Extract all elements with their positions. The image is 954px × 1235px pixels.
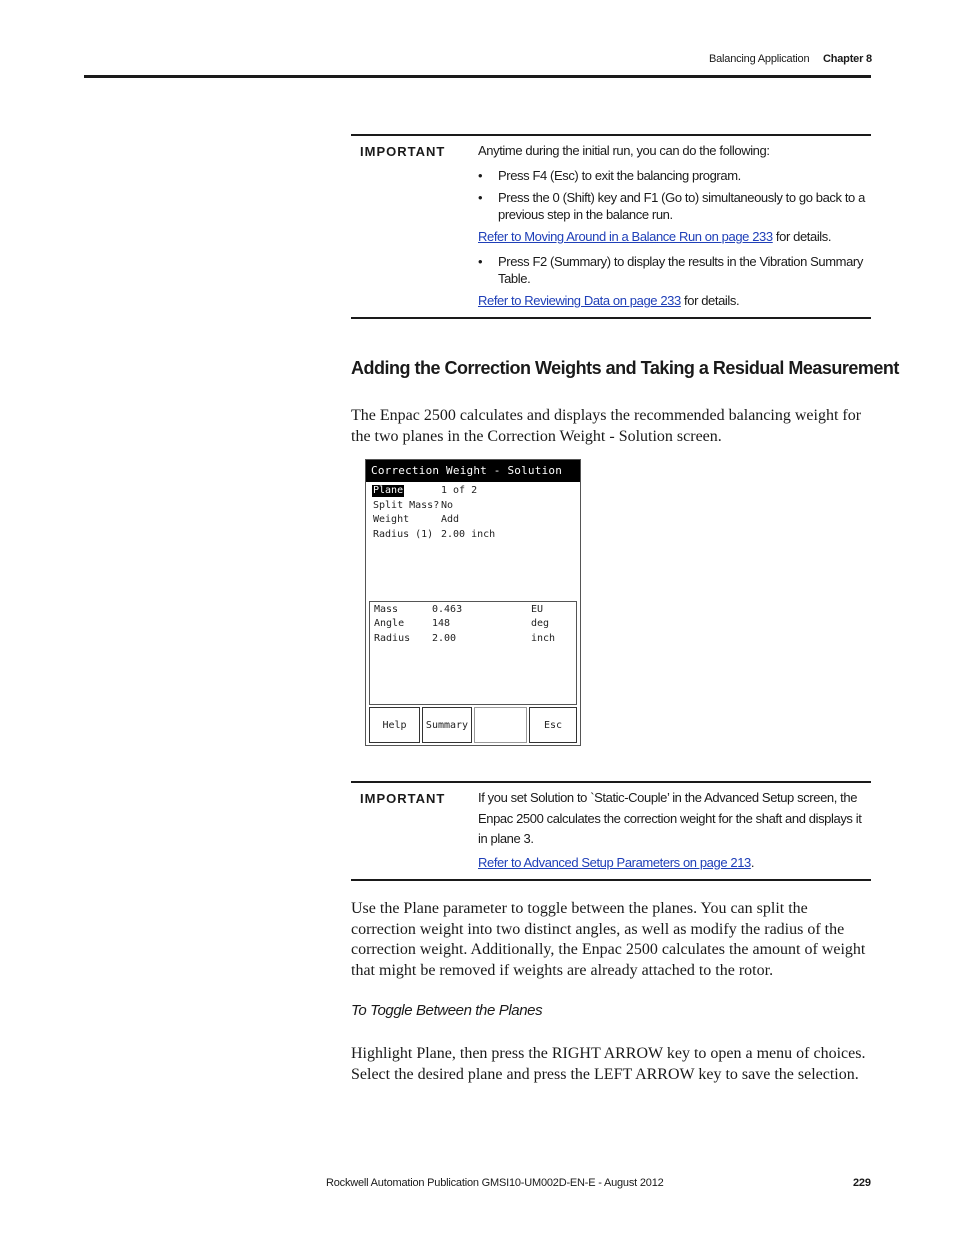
bullet-text: Press F4 (Esc) to exit the balancing program.	[498, 168, 741, 183]
important2-link-line	[478, 854, 870, 871]
correction-weight-screen	[365, 459, 581, 746]
link-moving-around[interactable]: Refer to Moving Around in a Balance Run on page 233	[478, 229, 773, 244]
result-radius-value: 2.00	[432, 633, 457, 644]
header-rule	[84, 75, 871, 78]
paragraph-toggle-steps: Highlight Plane, then press the RIGHT ARROW key to open a menu of choices. Select the desired plane and press the LEFT ARROW key to save the selection.	[351, 1045, 866, 1083]
result-mass-value: 0.463	[432, 604, 463, 615]
result-radius-unit: inch	[531, 633, 556, 644]
link-advanced-setup[interactable]: Refer to Advanced Setup Parameters on page 213	[478, 855, 751, 870]
param-split-mass-value[interactable]: No	[441, 500, 454, 511]
help-button[interactable]: Help	[369, 707, 420, 743]
result-mass-label: Mass	[374, 604, 399, 615]
summary-button[interactable]: Summary	[422, 707, 472, 743]
important2-label: IMPORTANT	[360, 791, 446, 806]
header-section: Balancing Application	[709, 53, 810, 65]
param-weight-value[interactable]: Add	[441, 514, 460, 525]
link2-suffix: for details.	[680, 293, 740, 308]
important2-text: If you set Solution to `Static-Couple’ in the Advanced Setup screen, the Enpac 2500 calculates the correction weight for the shaft and displays it in plane 3.	[478, 790, 862, 846]
bullet-text: Press the 0 (Shift) key and F1 (Go to) simultaneously to go back to a previous step in the balance run.	[498, 190, 865, 222]
screen-title: Correction Weight - Solution	[366, 460, 580, 482]
link-reviewing-data[interactable]: Refer to Reviewing Data on page 233	[478, 293, 681, 308]
empty-softkey[interactable]	[474, 707, 527, 743]
result-angle-value: 148	[432, 618, 451, 629]
param-weight-label[interactable]: Weight	[373, 514, 410, 525]
important1-intro: Anytime during the initial run, you can do the following:	[478, 143, 770, 158]
param-plane-value[interactable]: 1 of 2	[441, 485, 478, 496]
result-mass-unit: EU	[531, 604, 544, 615]
link1-suffix: for details.	[772, 229, 832, 244]
results-box	[369, 601, 577, 705]
paragraph-plane-parameter: Use the Plane parameter to toggle between the planes. You can split the correction weight into two distinct angles, as well as modify the radius of the correction weight. Additionally, the Enpac 2500 calculates the amount of weight that might be removed if weights are already attached to the rotor.	[351, 900, 866, 979]
subheading-toggle-planes: To Toggle Between the Planes	[351, 1002, 543, 1019]
bullet-dot: •	[478, 190, 483, 205]
result-radius-label: Radius	[374, 633, 411, 644]
result-angle-label: Angle	[374, 618, 405, 629]
footer-publication: Rockwell Automation Publication GMSI10-UM002D-EN-E - August 2012	[326, 1177, 664, 1189]
important1-label: IMPORTANT	[360, 144, 446, 159]
param-split-mass-label[interactable]: Split Mass?	[373, 500, 440, 511]
result-angle-unit: deg	[531, 618, 550, 629]
footer-page-number: 229	[853, 1177, 871, 1189]
bullet-text: Press F2 (Summary) to display the results in the Vibration Summary Table.	[498, 254, 863, 286]
param-radius-label[interactable]: Radius (1)	[373, 529, 434, 540]
bullet-dot: •	[478, 168, 483, 183]
important1-top-rule	[351, 134, 871, 136]
section-title: Adding the Correction Weights and Taking a Residual Measurement	[351, 358, 899, 378]
paragraph-intro: The Enpac 2500 calculates and displays the recommended balancing weight for the two planes in the Correction Weight - Solution screen.	[351, 407, 862, 445]
important1-link1-line	[478, 228, 870, 245]
link3-suffix: .	[750, 855, 755, 870]
header-chapter: Chapter 8	[823, 53, 872, 65]
param-plane-label[interactable]: Plane	[373, 485, 404, 496]
important2-top-rule	[351, 781, 871, 783]
important2-bottom-rule	[351, 879, 871, 881]
bullet-dot: •	[478, 254, 483, 269]
important1-link2-line	[478, 292, 870, 309]
param-radius-value[interactable]: 2.00 inch	[441, 529, 496, 540]
esc-button[interactable]: Esc	[529, 707, 577, 743]
important1-bottom-rule	[351, 317, 871, 319]
